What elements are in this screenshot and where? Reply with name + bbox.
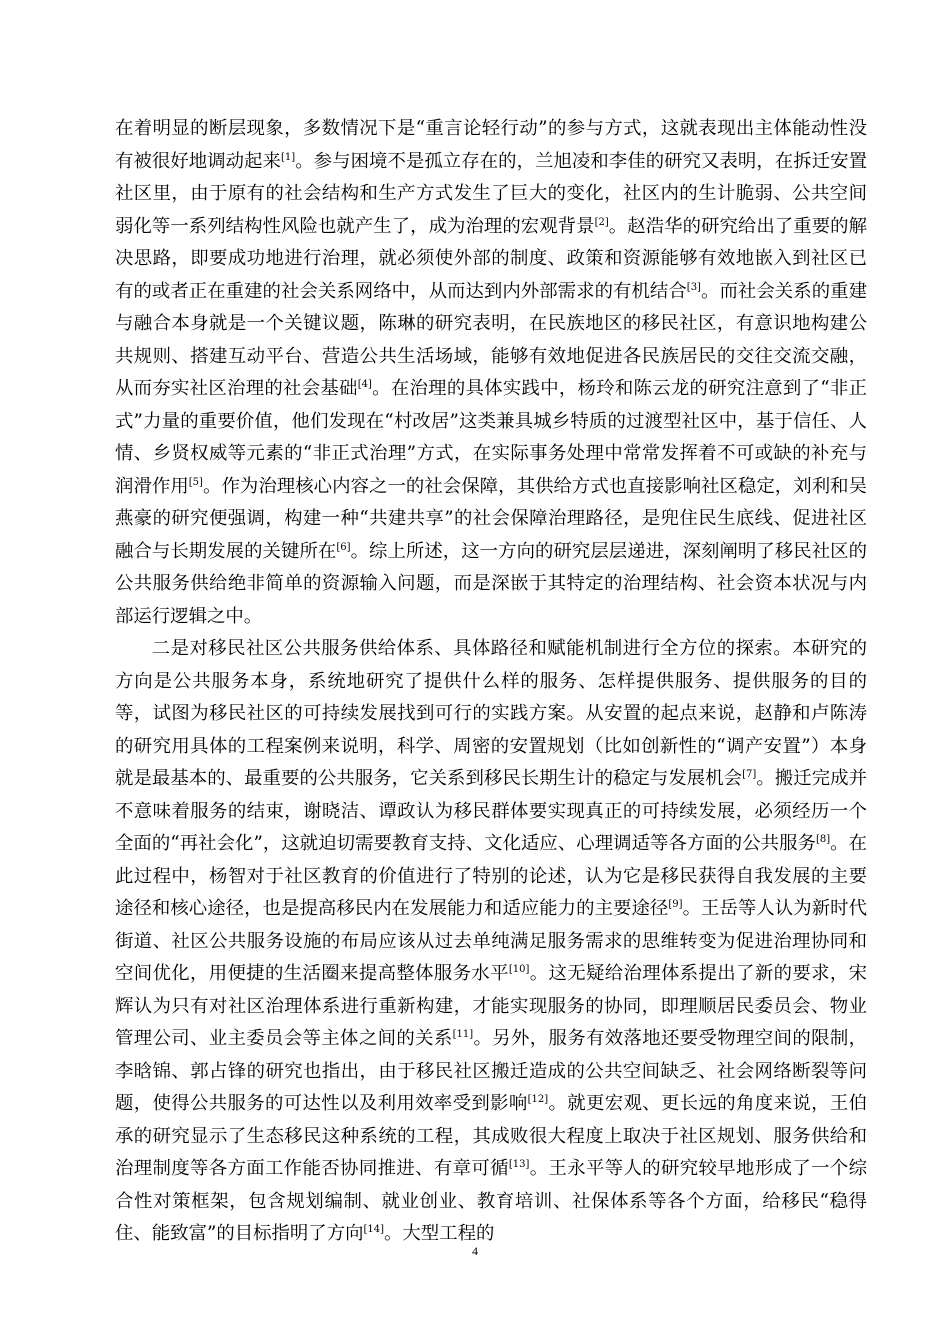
citation-marker: [8] bbox=[815, 833, 831, 845]
text-run: 。而社会关系的重建与融合本身就是一个关键议题，陈琳的研究表明，在民族地区的移民社区，有意识地构建公共规则、搭建互动平台、营造公共生活场域，能够有效地促进各民族居民的交往交流交融，从而夯实社区治理的社会基础 bbox=[115, 280, 867, 399]
citation-marker: [2] bbox=[594, 216, 609, 228]
text-run: 。在此过程中，杨智对于社区教育的价值进行了特别的论述，认为它是移民获得自我发展的主要途径和核心途径，也是提高移民内在发展能力和适应能力的主要途径 bbox=[115, 833, 867, 919]
text-run: 。另外，服务有效落地还要受物理空间的限制，李晗锦、郭占锋的研究也指出，由于移民社区搬迁造成的公共空间缺乏、社会网络断裂等问题，使得公共服务的可达性以及利用效率受到影响 bbox=[115, 1028, 867, 1114]
text-run: 。作为治理核心内容之一的社会保障，其供给方式也直接影响社区稳定，刘利和吴燕豪的研究便强调，构建一种“共建共享”的社会保障治理路径，是兜住民生底线、促进社区融合与长期发展的关键所在 bbox=[115, 475, 867, 562]
citation-marker: [10] bbox=[508, 963, 530, 975]
citation-marker: [12] bbox=[527, 1093, 549, 1105]
citation-marker: [6] bbox=[336, 541, 351, 553]
text-run: 。这无疑给治理体系提出了新的要求，宋辉认为只有对社区治理体系进行重新构建，才能实现服务的协同，即理顺居民委员会、物业管理公司、业主委员会等主体之间的关系 bbox=[115, 963, 867, 1049]
citation-marker: [13] bbox=[508, 1158, 530, 1170]
text-run: 。王岳等人认为新时代街道、社区公共服务设施的布局应该从过去单纯满足服务需求的思维转变为促进治理协同和空间优化，用便捷的生活圈来提高整体服务水平 bbox=[115, 898, 867, 984]
citation-marker: [4] bbox=[357, 378, 372, 390]
citation-marker: [5] bbox=[188, 476, 203, 488]
text-run: 。王永平等人的研究较早地形成了一个综合性对策框架，包含规划编制、就业创业、教育培训、社保体系等各个方面，给移民“稳得住、能致富”的目标指明了方向 bbox=[115, 1158, 867, 1244]
text-run: 。在治理的具体实践中，杨玲和陈云龙的研究注意到了“非正式”力量的重要价值，他们发现在“村改居”这类兼具城乡特质的过渡型社区中，基于信任、人情、乡贤权威等元素的“非正式治理”方式，在实际事务处理中常常发挥着不可或缺的补充与润滑作用 bbox=[115, 378, 867, 497]
citation-marker: [14] bbox=[363, 1223, 385, 1235]
text-run: 。搬迁完成并不意味着服务的结束，谢晓洁、谭政认为移民群体要实现真正的可持续发展，必须经历一个全面的“再社会化”，这就迫切需要教育支持、文化适应、心理调适等各方面的公共服务 bbox=[115, 768, 867, 854]
body-text bbox=[115, 113, 867, 1251]
paragraph bbox=[115, 633, 867, 1251]
text-run: 。综上所述，这一方向的研究层层递进，深刻阐明了移民社区的公共服务供给绝非简单的资源输入问题，而是深嵌于其特定的治理结构、社会资本状况与内部运行逻辑之中。 bbox=[115, 540, 867, 627]
citation-marker: [11] bbox=[452, 1028, 474, 1040]
text-run: 。参与困境不是孤立存在的，兰旭凌和李佳的研究又表明，在拆迁安置社区里，由于原有的社会结构和生产方式发生了巨大的变化，社区内的生计脆弱、公共空间弱化等一系列结构性风险也就产生了，成为治理的宏观背景 bbox=[115, 150, 867, 237]
citation-marker: [1] bbox=[281, 151, 296, 163]
citation-marker: [9] bbox=[668, 898, 683, 910]
page-number: 4 bbox=[472, 1244, 478, 1258]
paragraph bbox=[115, 113, 867, 633]
text-run: 。大型工程的 bbox=[384, 1223, 495, 1244]
text-run: 在着明显的断层现象，多数情况下是“重言论轻行动”的参与方式，这就表现出主体能动性没有被很好地调动起来 bbox=[115, 118, 867, 172]
citation-marker: [3] bbox=[686, 281, 701, 293]
text-run: 。赵浩华的研究给出了重要的解决思路，即要成功地进行治理，就必须使外部的制度、政策和资源能够有效地嵌入到社区已有的或者正在重建的社会关系网络中，从而达到内外部需求的有机结合 bbox=[115, 215, 867, 302]
text-run: 二是对移民社区公共服务供给体系、具体路径和赋能机制进行全方位的探索。本研究的方向是公共服务本身，系统地研究了提供什么样的服务、怎样提供服务、提供服务的目的等，试图为移民社区的可持续发展找到可行的实践方案。从安置的起点来说，赵静和卢陈涛的研究用具体的工程案例来说明，科学、周密的安置规划（比如创新性的“调产安置”）本身就是最基本的、最重要的公共服务，它关系到移民长期生计的稳定与发展机会 bbox=[115, 638, 867, 789]
citation-marker: [7] bbox=[742, 768, 757, 780]
text-run: 。就更宏观、更长远的角度来说，王伯承的研究显示了生态移民这种系统的工程，其成败很大程度上取决于社区规划、服务供给和治理制度等各方面工作能否协同推进、有章可循 bbox=[115, 1093, 867, 1179]
